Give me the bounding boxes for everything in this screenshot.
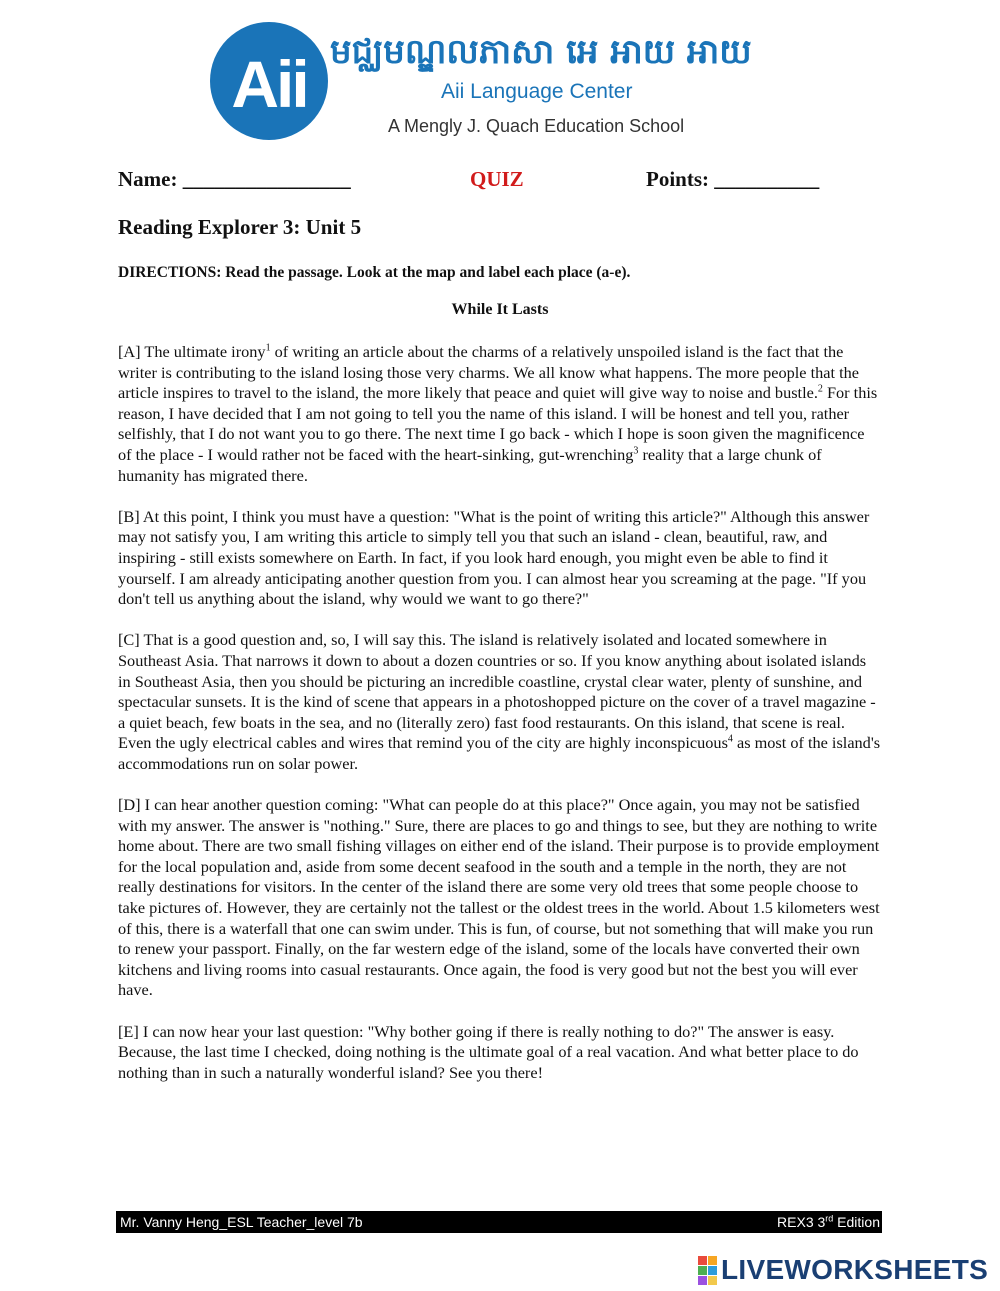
unit-title: Reading Explorer 3: Unit 5 [118,215,362,239]
aii-logo [210,22,328,140]
liveworksheets-watermark [698,1254,988,1286]
school-name: A Mengly J. Quach Education School [388,116,685,136]
points-field[interactable]: Points: __________ [646,167,820,191]
quiz-label: QUIZ [470,167,524,191]
footer-edition: REX3 3rd Edition [777,1213,880,1230]
footer-bar [116,1211,882,1233]
directions: DIRECTIONS: Read the passage. Look at the map and label each place (a-e). [118,264,631,281]
header-letterhead [210,22,770,142]
watermark-text: LIVEWORKSHEETS [721,1254,989,1285]
footer-teacher: Mr. Vanny Heng_ESL Teacher_level 7b [120,1214,363,1230]
center-name: Aii Language Center [441,80,633,103]
reading-passage [118,342,882,1104]
name-field[interactable]: Name: ________________ [118,167,351,191]
liveworksheets-icon [698,1256,717,1285]
passage-title: While It Lasts [451,301,549,318]
paragraph-c: [C] That is a good question and, so, I will say this. The island is relatively isolated and located somewhere in Southeast Asia. That narrows it down to about a dozen countries or so. If you know anything about isolated islands in Southeast Asia, then you should be picturing an incredible coastline, crystal clear water, plenty of sunshine, and spectacular sunsets. It is the kind of scene that appears in a photoshopped picture on the cover of a travel magazine - a quiet beach, few boats in the sea, and no (literally zero) fast food restaurants. On this island, that scene is real. Even the ugly electrical cables and wires that remind you of the city are highly inconspicuous$^4$ as most of the island's accommodations run on solar power. [118,630,881,773]
logo-text: Aii [231,47,307,121]
student-info-row [0,167,1000,197]
paragraph-b: [B] At this point, I think you must have a question: "What is the point of writing this article?" Although this answer may not satisfy you, I am writing this article to simply tell you that such an island - clean, beautiful, raw, and inspiring - still exists somewhere on Earth. In fact, if you look hard enough, you might even be able to find it yourself. I am already anticipating another question from you. I can almost hear you screaming at the page. "If you don't tell us anything about the island, why would we want to go there?" [118,506,870,609]
khmer-center-name: មជ្ឈមណ្ឌលភាសា អេ អាយ អាយ [330,32,752,72]
paragraph-a: [A] The ultimate irony$^1$ of writing an article about the charms of a relatively unspoiled island is the fact that the writer is contributing to the island losing those very charms. We all know what happens. The more people that the article inspires to travel to the island, the more likely that peace and quiet will give way to noise and bustle.$^2$ For this reason, I have decided that I am not going to tell you the name of this island. I will be honest and tell you, rather selfishly, that I do not want you to go there. The next time I go back - which I hope is soon given the magnificence of the place - I would rather not be faced with the heart-sinking, gut-wrenching$^3$ reality that a large chunk of humanity has migrated there. [118,342,878,485]
paragraph-d: [D] I can hear another question coming: "What can people do at this place?" Once again, you may not be satisfied with my answer. The answer is "nothing." Sure, there are places to go and things to see, but they are nothing to write home about. There are two small fishing villages on either end of the island. Their purpose is to provide employment for the local population and, aside from some decent seafood in the south and a temple in the north, they are not really destinations for visitors. In the center of the island there are some very old trees that some people choose to take pictures of. However, they are certainly not the tallest or the oldest trees in the world. About 1.5 kilometers west of this, there is a waterfall that one can swim under. This is fun, of course, but not something that will make you run to renew your passport. Finally, on the far western edge of the island, some of the locals have converted their own kitchens and living rooms into casual restaurants. Once again, the food is very good but not the best you will ever have. [118,795,880,1000]
paragraph-e: [E] I can now hear your last question: "Why bother going if there is really nothing to do?" The answer is easy. Because, the last time I checked, doing nothing is the ultimate goal of a real vacation. And what better place to do nothing than in such a naturally wonderful island? See you there! [118,1021,859,1082]
